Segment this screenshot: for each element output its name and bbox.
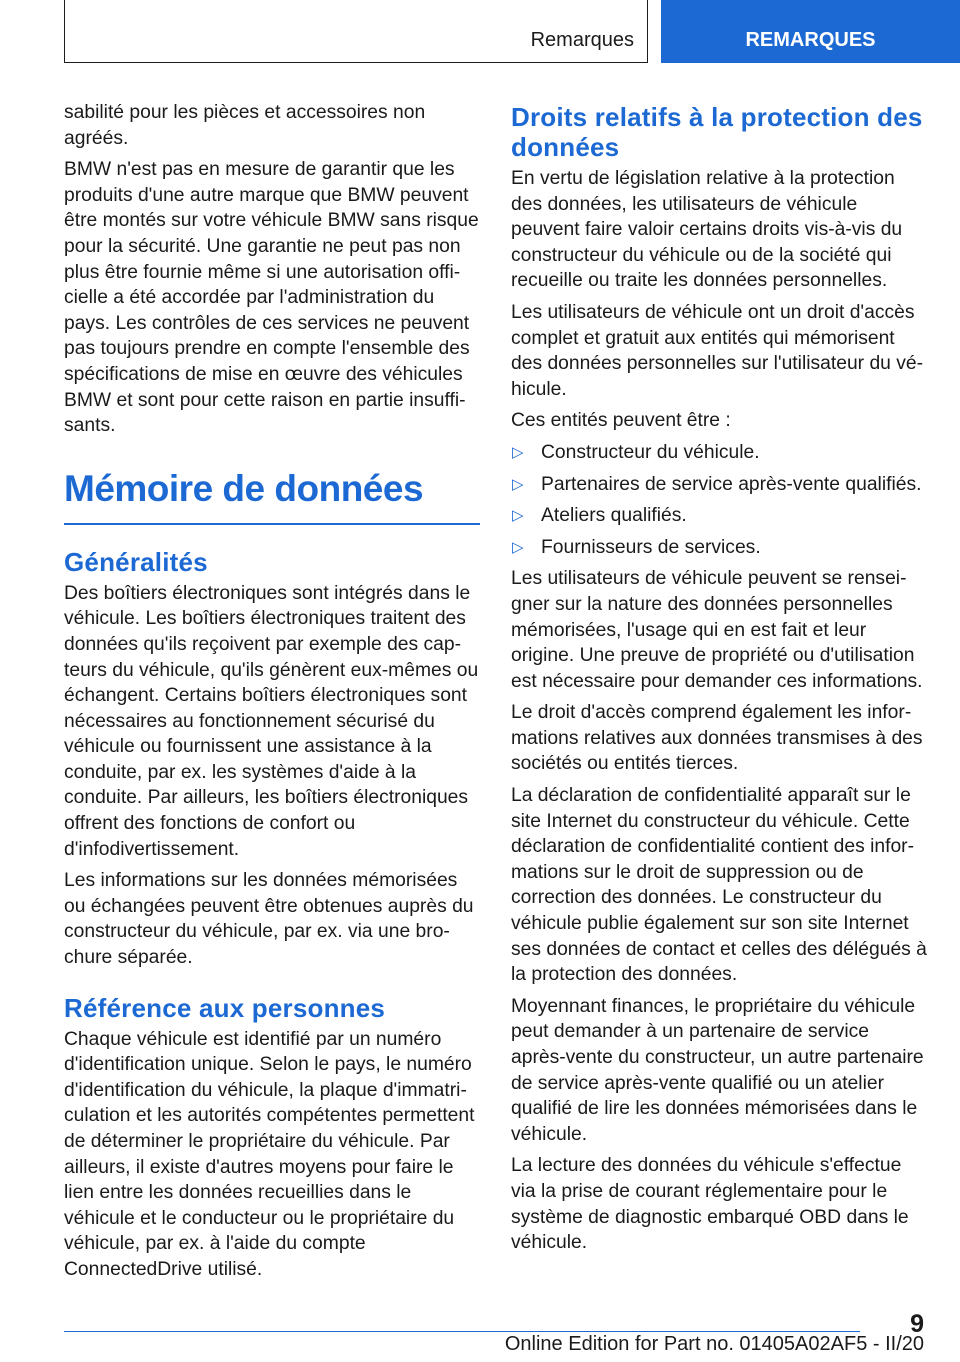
- header-chapter-tab[interactable]: REMARQUES: [661, 0, 960, 63]
- header-section-title: Remarques: [530, 29, 634, 51]
- triangle-bullet-icon: ▷: [512, 443, 524, 461]
- list-item: [511, 503, 927, 529]
- left-column: [64, 100, 480, 1289]
- page-number: 9: [910, 1310, 924, 1338]
- paragraph: Des boîtiers électroniques sont intégrés dans le véhicule. Les boîtiers électroniques traitent des données qu'ils reçoivent par exemple des capteurs du véhicule, qu'ils génèrent eux-mêmes ou échangent. Certains boîtiers électroniques sont nécessaires au fonctionnement sécurisé du véhicule ou fournissent une assistance à la conduite, par ex. les systèmes d'aide à la conduite. Par ailleurs, les boîtiers électroniques offrent des fonctions de confort ou d'infodivertissement.: [64, 582, 479, 860]
- triangle-bullet-icon: ▷: [512, 475, 524, 493]
- section-title-generalites: Généralités: [64, 546, 208, 577]
- section-title-reference: Référence aux personnes: [64, 992, 386, 1023]
- list-item-text: Partenaires de service après-vente qualifiés.: [541, 473, 922, 495]
- section-title-droits: Droits relatifs à la protection des données: [511, 102, 923, 162]
- paragraph: Chaque véhicule est identifié par un numéro d'identification unique. Selon le pays, le numéro d'identification du véhicule, la plaque d'immatriculation et les autorités compétentes permettent de déterminer le propriétaire du véhicule. Par ailleurs, il existe d'autres moyens pour faire le lien entre les données recueillies dans le véhicule et le conducteur ou le propriétaire du véhicule, par ex. à l'aide du compte ConnectedDrive utilisé.: [64, 1028, 475, 1280]
- chapter-title: Mémoire de données: [64, 467, 480, 525]
- footer-edition: Online Edition for Part no. 01405A02AF5 - II/20: [504, 1333, 924, 1355]
- paragraph: Les utilisateurs de véhicule peuvent se renseigner sur la nature des données personnelles mémorisées, l'usage qui en est fait et leur origine. Une preuve de propriété ou d'utilisation est nécessaire pour demander ces informations.: [511, 568, 923, 692]
- right-column: [511, 100, 927, 1262]
- list-item: [511, 535, 927, 561]
- list-item: [511, 440, 927, 466]
- paragraph: Le droit d'accès comprend également les informations relatives aux données transmises à des sociétés ou entités tierces.: [511, 702, 923, 775]
- paragraph: La lecture des données du véhicule s'effectue via la prise de courant réglementaire pour le système de diagnostic embarqué OBD dans le véhicule.: [511, 1155, 909, 1254]
- paragraph: Les utilisateurs de véhicule ont un droit d'accès complet et gratuit aux entités qui mémorisent des données personnelles sur l'utilisateur du véhicule.: [511, 301, 924, 400]
- triangle-bullet-icon: ▷: [512, 507, 524, 525]
- paragraph: La déclaration de confidentialité apparaît sur le site Internet du constructeur du véhicule. Cette déclaration de confidentialité contient des informations sur le droit de suppression ou de correction des données. Le constructeur du véhicule publie également sur son site Internet ses données de contact et celles des délégués à la protection des données.: [511, 785, 927, 986]
- list-item-text: Fournisseurs de services.: [541, 536, 761, 558]
- paragraph: Les informations sur les données mémorisées ou échangées peuvent être obtenues auprès du constructeur du véhicule, par ex. via une brochure séparée.: [64, 870, 474, 969]
- list-item: [511, 472, 927, 498]
- paragraph: sabilité pour les pièces et accessoires non agréés.: [64, 102, 426, 149]
- entity-list: [511, 440, 927, 560]
- footer-divider: [64, 1331, 860, 1332]
- paragraph: En vertu de législation relative à la protection des données, les utilisateurs de véhicule peuvent faire valoir certains droits vis-à-vis du constructeur du véhicule ou de la société qui recueille ou traite les données personnelles.: [511, 168, 903, 292]
- paragraph: Moyennant finances, le propriétaire du véhicule peut demander à un partenaire de service après-vente du constructeur, un autre partenaire de service après-vente qualifié ou un atelier qualifié de lire les données mémorisées dans le véhicule.: [511, 995, 924, 1145]
- paragraph: BMW n'est pas en mesure de garantir que les produits d'une autre marque que BMW peuvent être montés sur votre véhicule BMW sans risque pour la sécurité. Une garantie ne peut pas non plus être fournie même si une autorisation officielle a été accordée par l'administration du pays. Les contrôles de ces services ne peuvent pas toujours prendre en compte l'ensemble des spécifications de mise en œuvre des véhicules BMW et sont pour cette raison en partie insuffisants.: [64, 159, 479, 437]
- paragraph: Ces entités peuvent être :: [511, 410, 731, 432]
- list-item-text: Ateliers qualifiés.: [541, 505, 687, 527]
- list-item-text: Constructeur du véhicule.: [541, 441, 760, 463]
- triangle-bullet-icon: ▷: [512, 538, 524, 556]
